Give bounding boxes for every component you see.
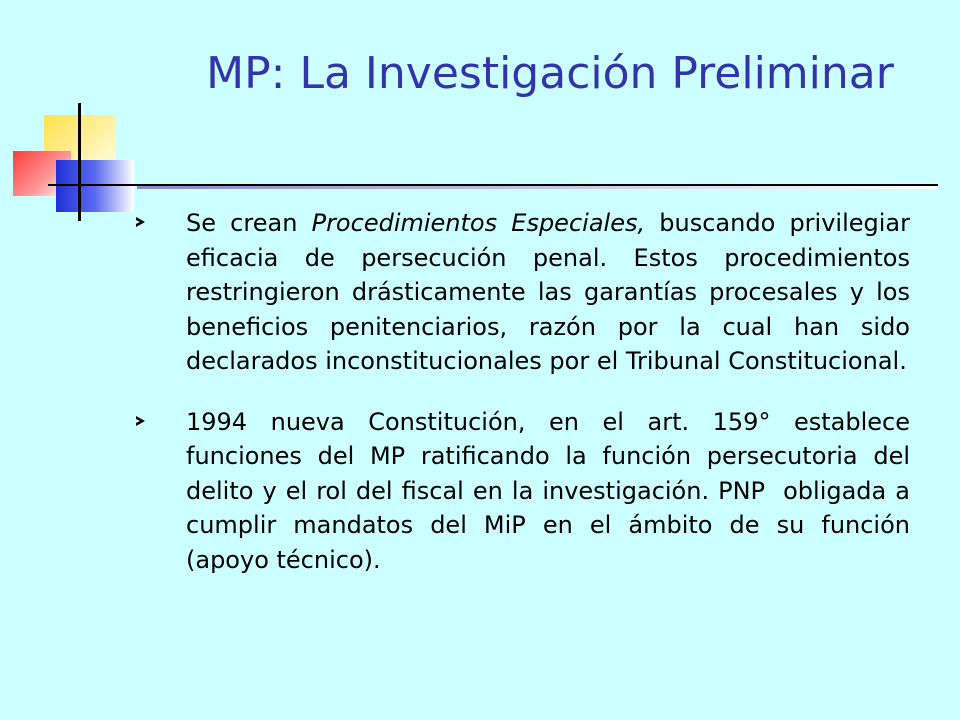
- bullet-item: [130, 206, 910, 379]
- title-underline-shadow: [137, 186, 938, 189]
- bullet-list: [130, 206, 918, 603]
- arrow-bullet-icon: [136, 217, 145, 227]
- bullet-text-italic: Procedimientos Especiales,: [311, 209, 646, 237]
- arrow-bullet-icon: [136, 416, 145, 426]
- bullet-text-part: Se crean: [186, 209, 312, 237]
- bullet-text: 1994 nueva Constitución, en el art. 159° establece funciones del MP ratificando la función persecutoria del delito y el rol del fiscal en la investigación. PNP obligada a cumplir mandatos del MiP en el ámbito de su función (apoyo técnico).: [186, 407, 918, 574]
- slide-title: MP: La Investigación Preliminar: [206, 48, 894, 99]
- bullet-text: [186, 206, 910, 379]
- decorative-vertical-line: [78, 103, 81, 221]
- decorative-blue-square: [56, 160, 134, 212]
- bullet-text-part: buscando privilegiar eficacia de persecución penal. Estos procedimientos restringieron drásticamente las garantías procesales y los beneficios penitenciarios, razón por la cual han sido declarados inconstitucionales por el Tribunal Constitucional.: [186, 209, 910, 375]
- bullet-item: [130, 405, 918, 578]
